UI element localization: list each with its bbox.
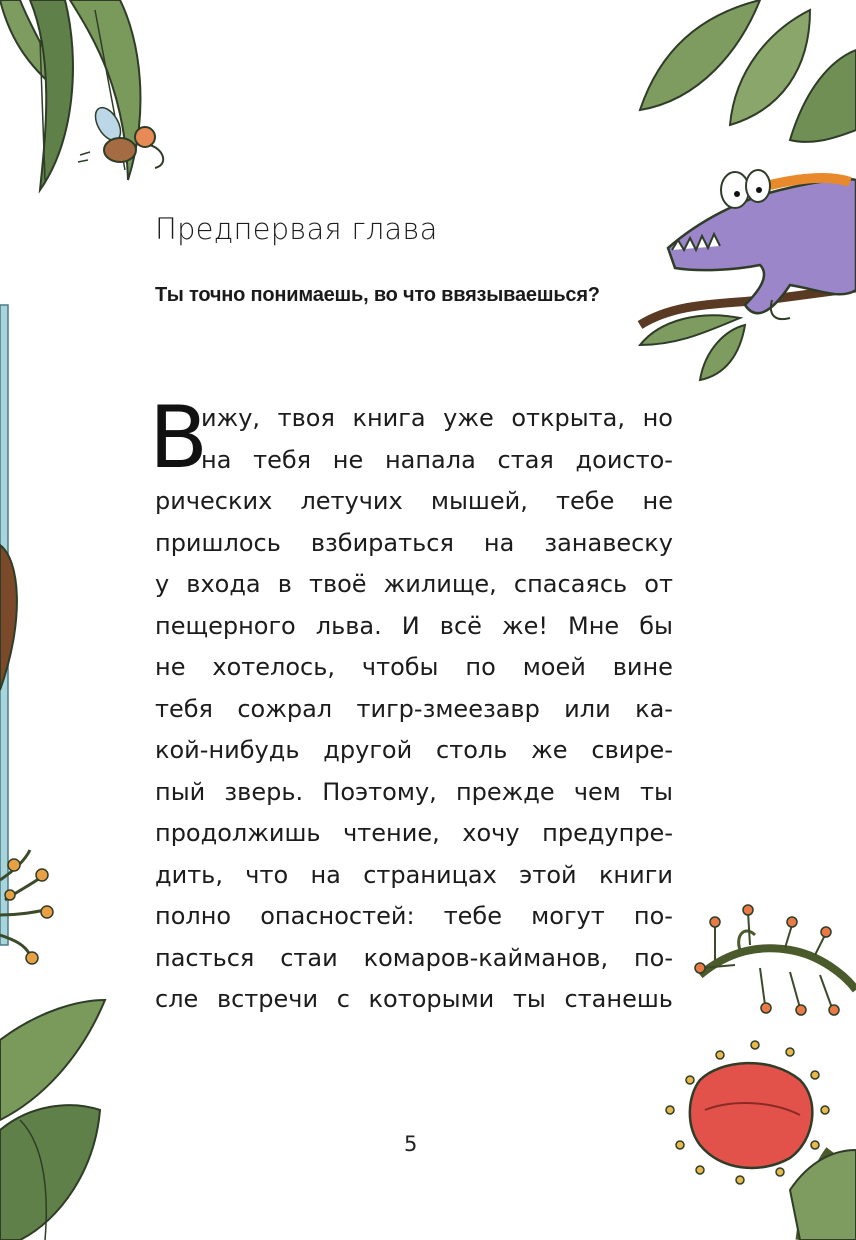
purple-chameleon-illustration: [640, 170, 856, 380]
word: прежде: [455, 777, 555, 806]
word: входа: [186, 570, 261, 598]
word: кой-нибудь: [155, 736, 300, 764]
word: другой: [323, 736, 413, 764]
word: по-: [633, 902, 673, 930]
word: книги: [598, 860, 673, 889]
right-lower-sprig-illustration: [695, 905, 856, 1015]
word: Мне: [568, 611, 620, 640]
word: на: [310, 860, 341, 889]
word: же!: [501, 611, 548, 640]
word: с: [336, 985, 350, 1013]
word: взбираться: [310, 528, 454, 557]
word: в: [277, 570, 292, 598]
word: напала: [384, 445, 476, 474]
word: рических: [155, 487, 273, 515]
word: этой: [519, 860, 577, 889]
word: зверь.: [224, 777, 304, 806]
word: ты: [512, 985, 546, 1013]
word: что: [245, 860, 289, 889]
top-right-leaves-illustration: [640, 0, 856, 142]
word: хотелось,: [212, 653, 335, 681]
red-flower-illustration: [666, 1041, 856, 1240]
word: тебя: [253, 445, 312, 474]
text-line: [155, 606, 673, 648]
word: жилище,: [383, 570, 497, 598]
word: стаи: [280, 943, 338, 972]
word: ты: [640, 777, 673, 806]
word: которыми: [368, 985, 495, 1013]
word: бы: [639, 611, 673, 640]
word: книга: [352, 404, 426, 432]
word: полно: [155, 902, 232, 930]
text-line: [155, 564, 673, 606]
word: летучих: [300, 487, 403, 515]
text-line: [155, 772, 673, 814]
word: встречи: [216, 985, 319, 1013]
word: от: [644, 570, 673, 598]
word: чтобы: [361, 653, 439, 681]
text-line: [155, 896, 673, 938]
chapter-title: Предпервая глава: [155, 212, 438, 246]
word: мышей,: [430, 487, 528, 515]
word: твоё: [308, 570, 367, 598]
text-line: [155, 855, 673, 897]
word: пый: [155, 777, 206, 806]
word: стая: [497, 445, 554, 474]
word: тебе: [556, 487, 615, 515]
word: страницах: [363, 860, 497, 889]
word: предупре-: [542, 819, 673, 847]
page-number: 5: [404, 1132, 418, 1156]
word: но: [642, 404, 673, 432]
word: твоя: [277, 404, 335, 432]
word: или: [564, 694, 611, 723]
word: уже: [443, 404, 494, 432]
word: свире-: [591, 736, 673, 764]
word: чем: [573, 777, 621, 806]
word: по-: [633, 943, 673, 972]
word: тебе: [443, 902, 502, 930]
word: комаров-кайманов,: [363, 943, 609, 972]
word: И: [401, 611, 420, 640]
word: Поэтому,: [322, 777, 437, 806]
word: продолжишь: [155, 819, 321, 847]
word: могут: [531, 902, 605, 930]
word: хочу: [462, 819, 520, 847]
word: открыта,: [511, 404, 625, 432]
word: у: [155, 570, 170, 598]
word: чтение,: [343, 819, 440, 847]
word: занавеску: [544, 528, 673, 557]
word: не: [332, 445, 364, 474]
word: на: [201, 445, 232, 474]
word: пришлось: [155, 528, 281, 557]
body-text: [149, 388, 673, 1021]
word: спасаясь: [513, 570, 628, 598]
text-line: [155, 730, 673, 772]
word: не: [642, 487, 673, 515]
word: пасться: [155, 943, 255, 972]
word: опасностей:: [260, 902, 415, 930]
drop-cap: В: [149, 388, 208, 488]
word: не: [155, 653, 186, 681]
word: же: [531, 736, 568, 764]
word: пещерного: [155, 611, 296, 640]
text-line: [155, 979, 673, 1021]
word: по: [465, 653, 496, 681]
text-line: [155, 647, 673, 689]
word: на: [483, 528, 515, 557]
word: сожрал: [237, 694, 333, 723]
text-line: [155, 481, 673, 523]
text-line: [155, 523, 673, 565]
word: сле: [155, 985, 199, 1013]
word: ижу,: [201, 404, 261, 432]
word: доисто-: [575, 445, 673, 474]
word: ка-: [635, 694, 673, 723]
word: тебя: [155, 694, 213, 723]
text-line: [155, 813, 673, 855]
word: моей: [522, 653, 586, 681]
word: льва.: [315, 611, 382, 640]
word: тигр-змеезавр: [356, 694, 540, 723]
chapter-subtitle: Ты точно понимаешь, во что ввязываешься?: [155, 284, 600, 306]
word: вине: [612, 653, 673, 681]
bottom-left-leaves-illustration: [0, 1000, 105, 1240]
text-line: [155, 440, 673, 482]
word: всё: [439, 611, 482, 640]
word: станешь: [564, 985, 673, 1013]
left-edge-pillar-illustration: [0, 305, 17, 945]
text-line: [155, 689, 673, 731]
text-line: [155, 938, 673, 980]
word: столь: [436, 736, 508, 764]
text-line: [155, 398, 673, 440]
word: дить,: [155, 860, 223, 889]
